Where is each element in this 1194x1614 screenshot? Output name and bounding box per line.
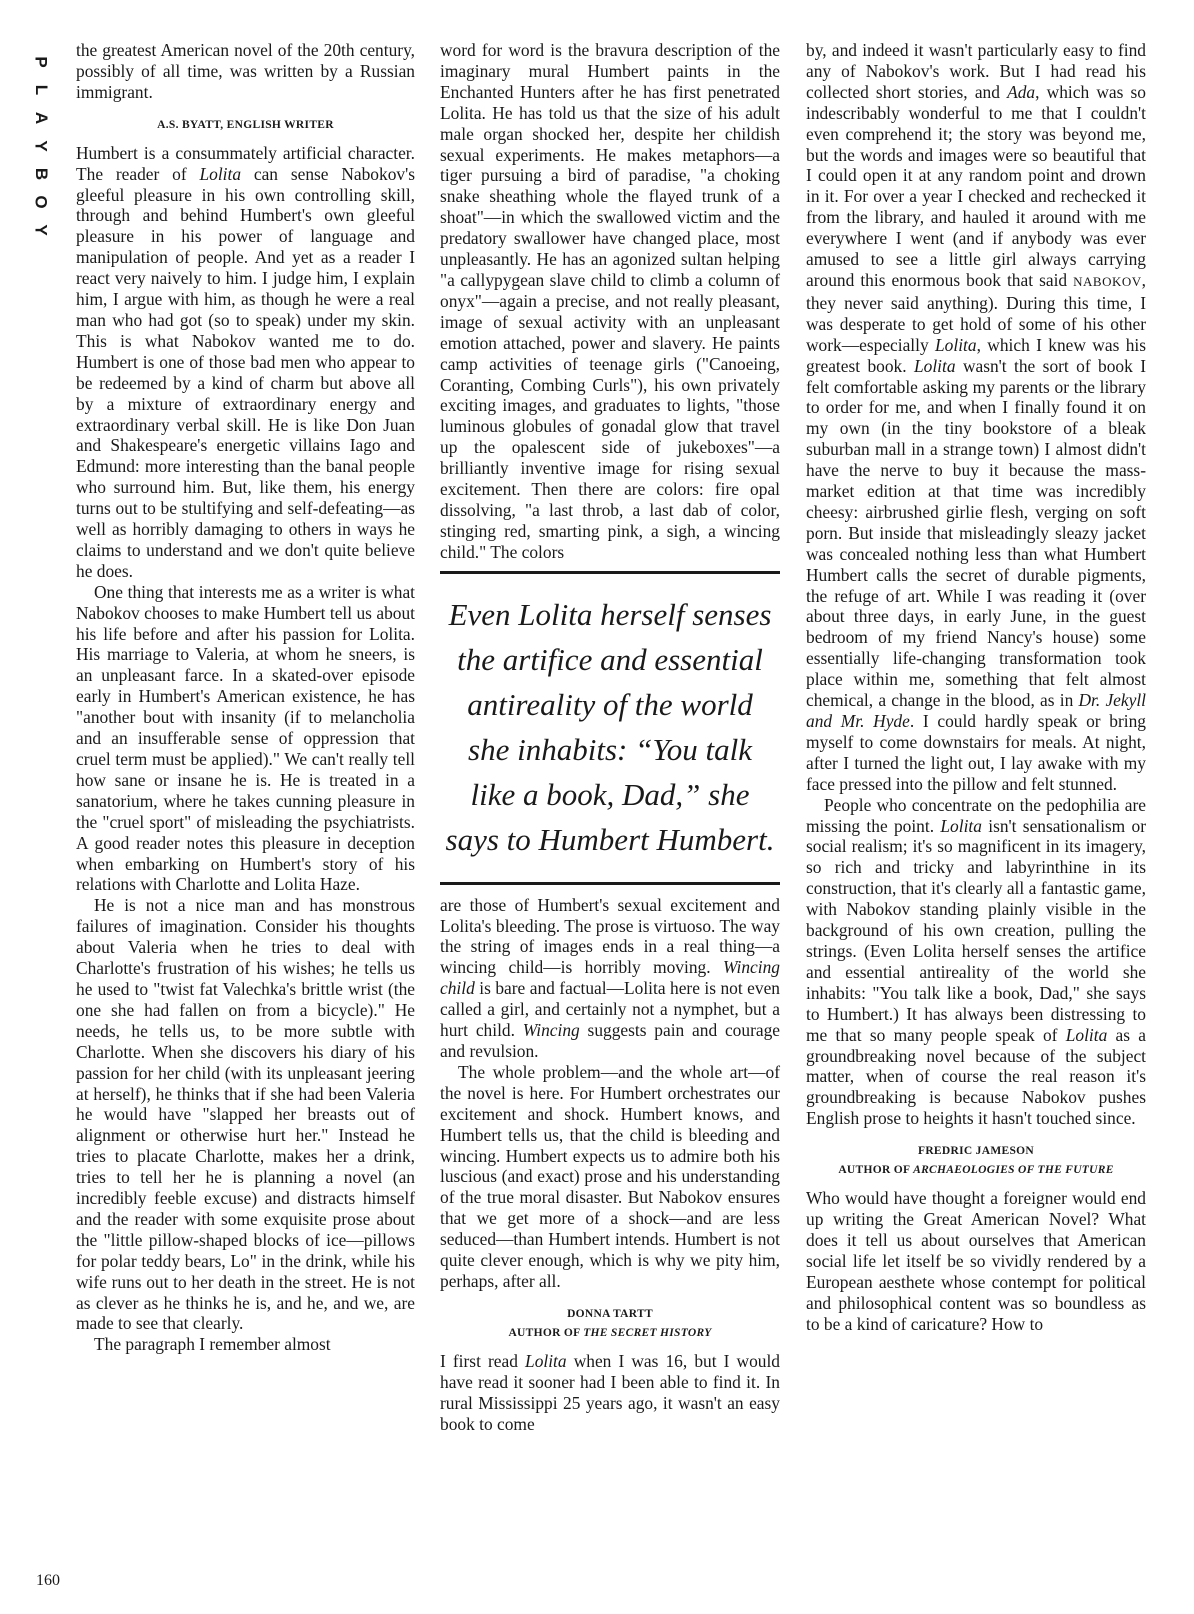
magazine-letter: Y <box>32 224 51 236</box>
paragraph: I first read Lolita when I was 16, but I would have read it sooner had I been able to find it. In rural Mississippi 25 years ago, it wasn't an easy book to come <box>440 1350 780 1434</box>
paragraph: People who concentrate on the pedophilia are missing the point. Lolita isn't sensationalism or social realism; it's so magnificent in its imagery, so rich and tricky and labyrinthine in its construction, that it's clearly all a fantastic game, with Nabokov standing plainly visible in the background of his own creation, pulling the strings. (Even Lolita herself senses the artifice and essential antireality of the world she inhabits: "You talk like a book, Dad," she says to Humbert.) It has always been distressing to me that so many people speak of Lolita as a groundbreaking novel because of the subject matter, when of course the real reason it's groundbreaking is because Nabokov pushes English prose to heights it hasn't touched since. <box>806 794 1146 1129</box>
column-1 <box>76 40 415 1355</box>
pull-quote: Even Lolita herself senses the artifice and essential antireality of the world she inhabits: “You talk like a book, Dad,” she says to Humbert Humbert. <box>440 571 780 885</box>
paragraph: One thing that interests me as a writer is what Nabokov chooses to make Humbert tell us about his life before and after his passion for Lolita. His marriage to Valeria, at whom he sneers, is an unpleasant farce. In a skated-over episode early in Humbert's American existence, he has "another bout with insanity (if to melancholia and an insufferable sense of oppression that cruel term must be applied)." We can't really tell how sane or insane he is. He is treated in a sanatorium, where he takes cunning pleasure in the "cruel sport" of misleading the psychiatrists. A good reader notes this pleasure in deception when embarking on Humbert's story of his relations with Charlotte and Lolita Haze. <box>76 581 415 895</box>
paragraph: the greatest American novel of the 20th century, possibly of all time, was written by a Russian immigrant. <box>76 40 415 102</box>
paragraph: Who would have thought a foreigner would end up writing the Great American Novel? What does it tell us about ourselves that American social life let itself be so vividly rendered by a European aesthete whose contempt for political and philosophical content was so boundless as to be a kind of caricature? How to <box>806 1188 1146 1334</box>
paragraph: Humbert is a consummately artificial character. The reader of Lolita can sense Nabokov's gleeful pleasure in his own controlling skill, through and behind Humbert's own gleeful pleasure in his power of language and manipulation of people. And yet as a reader I react very naively to him. I judge him, I explain him, I argue with him, as though he were a real man who had got (so to speak) under my skin. This is what Nabokov wanted me to do. Humbert is one of those bad men who appear to be redeemed by a kind of charm but above all by a mixture of extraordinary energy and extraordinary verbal skill. He is like Don Juan and Shakespeare's energetic villains Iago and Edmund: more interesting than the banal people who surround him. But, like them, his energy turns out to be stultifying and self-defeating—as well as horribly damaging to others in ways he claims to understand and we don't quite believe he does. <box>76 142 415 581</box>
paragraph: He is not a nice man and has monstrous failures of imagination. Consider his thoughts about Valeria when he tries to deal with Charlotte's frustration of his wishes; he tells us he used to "twist fat Valechka's brittle wrist (the one she had fallen on from a bicycle)." He needs, he tells us, to be more subtle with Charlotte. When she discovers his diary of his passion for her child (with its unpleasant jeering at herself), he thinks that if she had been Valeria he would have "slapped her breasts out of alignment or otherwise hurt her." Instead he tries to placate Charlotte, makes her a drink, tries to tell her he is planning a novel (an incredibly feeble excuse) and distracts himself and the reader with some exquisite prose about the "little pillow-shaped blocks of ice—pillows for polar teddy bears, Lo" in the drink, while his wife runs out to her death in the street. He is not as clever as he thinks he is, and he, and we, are made to see that clearly. <box>76 895 415 1334</box>
magazine-letter: P <box>32 56 51 68</box>
byline-jameson-name: FREDRIC JAMESON <box>918 1145 1034 1158</box>
paragraph: are those of Humbert's sexual excitement and Lolita's bleeding. The prose is virtuoso. The way the string of images ends in a real thing—a wincing child—is horribly moving. Wincing child is bare and factual—Lolita here is not even called a girl, and certainly not a nymphet, but a hurt child. Wincing suggests pain and courage and revulsion. <box>440 894 780 1061</box>
magazine-name-vertical <box>28 48 54 244</box>
magazine-letter: B <box>32 167 51 181</box>
byline-byatt: A.S. BYATT, ENGLISH WRITER <box>157 118 334 131</box>
byline-tartt-credit: AUTHOR OF THE SECRET HISTORY <box>508 1326 712 1339</box>
paragraph: The whole problem—and the whole art—of the novel is here. For Humbert orchestrates our excitement and shock. Humbert knows, and Humbert tells us, that the child is bleeding and wincing. Humbert expects us to admire both his luscious (and exact) prose and his understanding of the true moral disaster. But Nabokov ensures that we get more of a shock—and are less seduced—than Humbert intends. Humbert is not quite clever enough, which is why we pity him, perhaps, after all. <box>440 1061 780 1291</box>
magazine-letter: Y <box>32 140 51 152</box>
magazine-letter: O <box>31 195 51 209</box>
column-2 <box>440 40 780 1435</box>
magazine-letter: L <box>31 84 51 96</box>
paragraph: The paragraph I remember almost <box>94 1334 331 1355</box>
magazine-letter: A <box>32 111 51 125</box>
byline-tartt-name: DONNA TARTT <box>567 1307 653 1320</box>
byline-jameson-credit: AUTHOR OF ARCHAEOLOGIES OF THE FUTURE <box>838 1164 1114 1177</box>
paragraph: word for word is the bravura description of the imaginary mural Humbert paints in the Enchanted Hunters after he has first penetrated Lolita. He has told us that the size of his adult male organ shocked her, despite her childish sexual experiments. He makes metaphors—a tiger pursuing a bird of paradise, "a choking snake sheathing whole the flayed trunk of a shoat"—in which the swallowed victim and the predatory swallower have changed place, most unpleasantly. He has an agonized sultan helping "a callypygean slave child to climb a column of onyx"—again a precise, and not really pleasant, image of sexual activity with an unpleasant emotion attached, power and slavery. He paints camp activities of teenage girls ("Canoeing, Coranting, Combing Curls"), his own privately exciting images, and graduates to lights, "those luminous globules of gonadal glow that travel up the opalescent side of jukeboxes"—a brilliantly inventive image for rising sexual excitement. Then there are colors: fire opal dissolving, "a last throb, a last dab of color, stinging red, smarting pink, a sigh, a wincing child." The colors <box>440 40 780 562</box>
paragraph: by, and indeed it wasn't particularly easy to find any of Nabokov's work. But I had read his collected short stories, and Ada, which was so indescribably wonderful to me that I couldn't even comprehend it; the story was beyond me, but the words and images were so beautiful that I could open it at any random point and drown in it. For over a year I checked and rechecked it from the library, and hauled it around with me everywhere I went (and if anybody was ever amused to see a little girl always carrying around this enormous book that said NABOKOV, they never said anything). During this time, I was desperate to get hold of some of his other work—especially Lolita, which I knew was his greatest book. Lolita wasn't the sort of book I felt comfortable asking my parents or the library to order for me, and when I finally found it on my own (in the tiny bookstore of a bleak suburban mall in a strange town) I almost didn't have the nerve to buy it because the mass-market edition at that time was incredibly cheesy: airbrushed girlie flesh, verging on soft porn. But inside that misleadingly sleazy jacket was concealed nothing less than what Humbert Humbert calls the secret of durable pigments, the refuge of art. While I was reading it (over about three days, in early June, in the guest bedroom of my friend Nancy's house) some essentially life-changing transformation took place within me, something that felt almost chemical, a change in the blood, as in Dr. Jekyll and Mr. Hyde. I could hardly speak or bring myself to come downstairs for meals. At night, after I turned the light out, I lay awake with my face pressed into the pillow and felt stunned. <box>806 40 1147 794</box>
page-number: 160 <box>36 1572 60 1589</box>
column-3 <box>806 40 1146 1334</box>
